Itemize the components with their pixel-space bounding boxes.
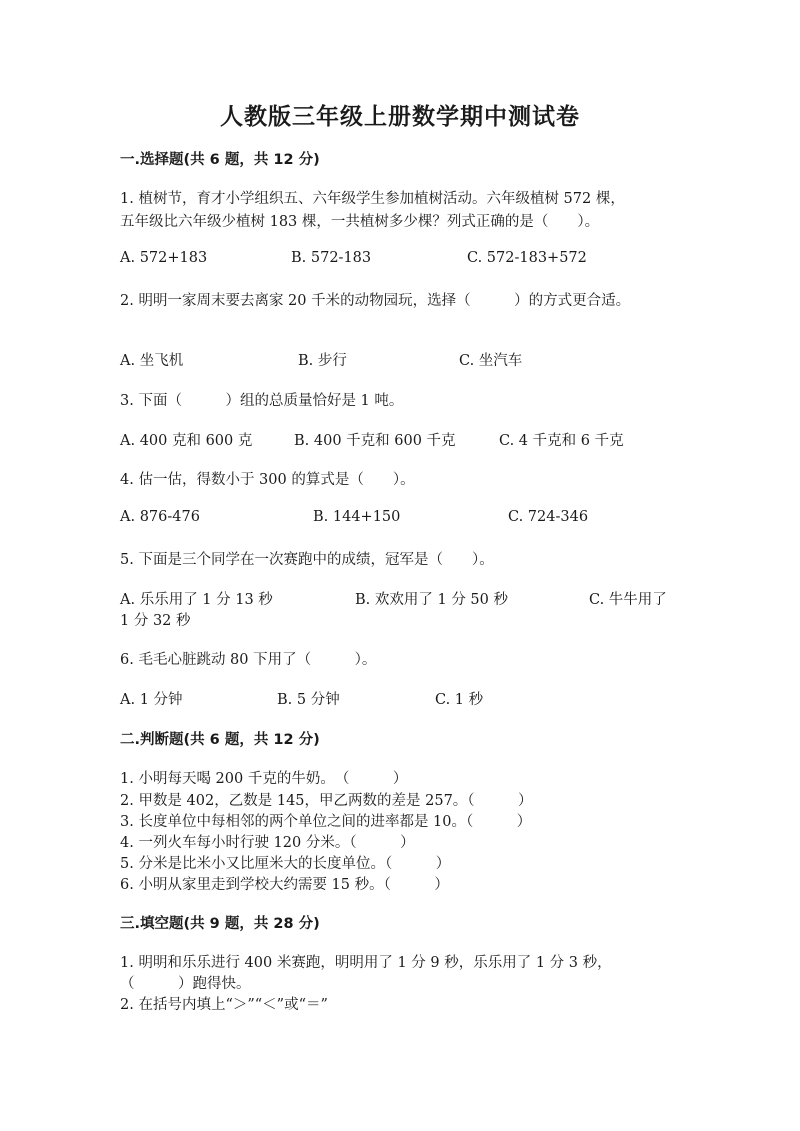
section-heading-choice: 一.选择题(共 6 题，共 12 分) xyxy=(120,152,320,168)
question-2: 2. 明明一家周末要去离家 20 千米的动物园玩，选择（ ）的方式更合适。 xyxy=(120,293,631,309)
fill-item-1-line-2: （ ）跑得快。 xyxy=(120,976,251,992)
section-heading-fill-blank: 三.填空题(共 9 题，共 28 分) xyxy=(120,916,320,932)
q6-option-c[interactable]: C. 1 秒 xyxy=(435,692,484,708)
q1-option-c[interactable]: C. 572-183+572 xyxy=(467,250,587,266)
question-1-line-2: 五年级比六年级少植树 183 棵，一共植树多少棵？列式正确的是（ ）。 xyxy=(120,214,600,230)
q6-option-a[interactable]: A. 1 分钟 xyxy=(120,692,183,708)
question-6: 6. 毛毛心脏跳动 80 下用了（ ）。 xyxy=(120,652,377,668)
q4-option-c[interactable]: C. 724-346 xyxy=(508,509,589,525)
q3-option-a[interactable]: A. 400 克和 600 克 xyxy=(120,433,253,449)
q4-option-b[interactable]: B. 144+150 xyxy=(313,509,401,525)
section-heading-judgment: 二.判断题(共 6 题，共 12 分) xyxy=(120,732,320,748)
q3-option-c[interactable]: C. 4 千克和 6 千克 xyxy=(499,433,624,449)
q2-option-c[interactable]: C. 坐汽车 xyxy=(459,353,523,369)
q5-option-c-continued: 1 分 32 秒 xyxy=(120,613,191,629)
fill-item-2: 2. 在括号内填上“＞”“＜”或“＝” xyxy=(120,997,328,1013)
judgment-item-3: 3. 长度单位中每相邻的两个单位之间的进率都是 10。（ ） xyxy=(120,814,532,830)
page-title: 人教版三年级上册数学期中测试卷 xyxy=(220,104,580,130)
question-3: 3. 下面（ ）组的总质量恰好是 1 吨。 xyxy=(120,393,404,409)
question-5: 5. 下面是三个同学在一次赛跑中的成绩，冠军是（ ）。 xyxy=(120,552,494,568)
judgment-item-6: 6. 小明从家里走到学校大约需要 15 秒。（ ） xyxy=(120,877,449,893)
question-1-line-1: 1. 植树节，育才小学组织五、六年级学生参加植树活动。六年级植树 572 棵， xyxy=(120,191,625,207)
judgment-item-1: 1. 小明每天喝 200 千克的牛奶。 （ ） xyxy=(120,771,408,787)
q5-option-b[interactable]: B. 欢欢用了 1 分 50 秒 xyxy=(355,592,508,608)
q3-option-b[interactable]: B. 400 千克和 600 千克 xyxy=(294,433,456,449)
q1-option-b[interactable]: B. 572-183 xyxy=(291,250,372,266)
q4-option-a[interactable]: A. 876-476 xyxy=(120,509,200,525)
q2-option-b[interactable]: B. 步行 xyxy=(298,353,347,369)
fill-item-1-line-1: 1. 明明和乐乐进行 400 米赛跑，明明用了 1 分 9 秒，乐乐用了 1 分 3 秒， xyxy=(120,955,612,971)
q5-option-c[interactable]: C. 牛牛用了 xyxy=(589,592,667,608)
judgment-item-5: 5. 分米是比米小又比厘米大的长度单位。（ ） xyxy=(120,856,451,872)
q5-option-a[interactable]: A. 乐乐用了 1 分 13 秒 xyxy=(120,592,273,608)
q2-option-a[interactable]: A. 坐飞机 xyxy=(120,353,184,369)
question-4: 4. 估一估，得数小于 300 的算式是（ ）。 xyxy=(120,472,415,488)
judgment-item-2: 2. 甲数是 402，乙数是 145，甲乙两数的差是 257。（ ） xyxy=(120,793,533,809)
q6-option-b[interactable]: B. 5 分钟 xyxy=(277,692,340,708)
q1-option-a[interactable]: A. 572+183 xyxy=(120,250,208,266)
judgment-item-4: 4. 一列火车每小时行驶 120 分米。（ ） xyxy=(120,835,415,851)
